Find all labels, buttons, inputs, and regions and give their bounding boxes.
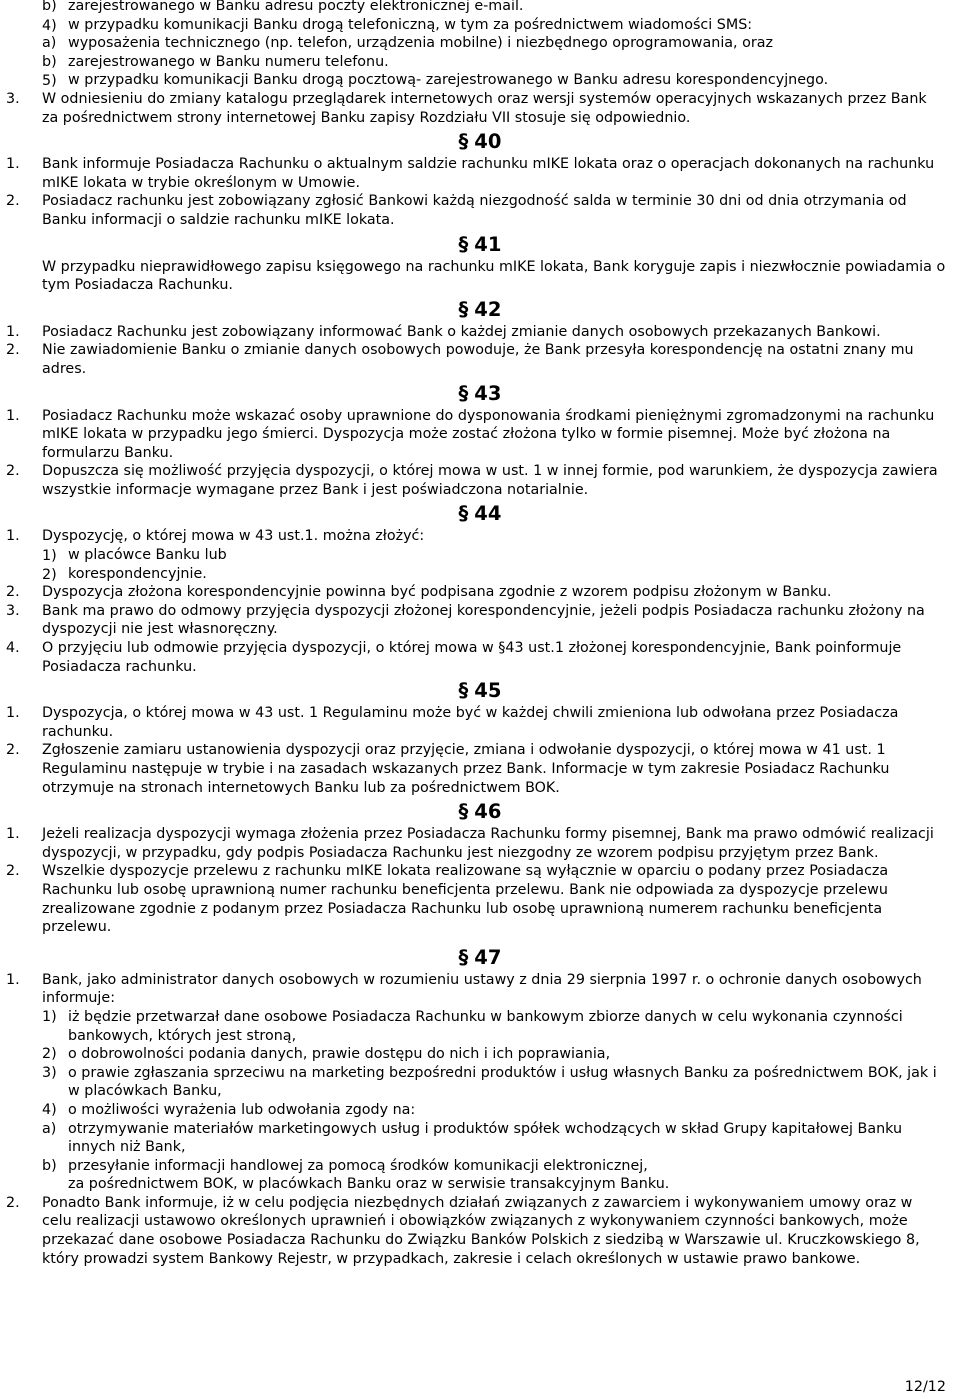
paragraph-44-1-1: 1) w placówce Banku lub xyxy=(42,547,227,565)
paragraph-text: w przypadku komunikacji Banku drogą pocztową- zarejestrowanego w Banku adresu korespondencyjnego. xyxy=(68,72,829,89)
section-heading-40: § 40 xyxy=(458,130,502,154)
paragraph-40-2: 2. Posiadacz rachunku jest zobowiązany zgłosić Bankowi każdą niezgodność salda w terminie 30 dni od dnia otrzymania od Banku informacji o saldzie rachunku mIKE lokata. xyxy=(6,193,907,228)
item-3: 3. W odniesieniu do zmiany katalogu przeglądarek internetowych oraz wersji systemów operacyjnych wskazanych przez Bank za pośrednictwem strony internetowej Banku zapisy Rozdziału VII stosuje się odpowiednio. xyxy=(6,90,927,126)
paragraph-text: w przypadku komunikacji Banku drogą telefoniczną, w tym za pośrednictwem wiadomości SMS: xyxy=(68,16,753,33)
paragraph-45-1: 1. Dyspozycja, o której mowa w 43 ust. 1 Regulaminu może być w każdej chwili zmieniona lub odwołana przez Posiadacza rachunku. xyxy=(6,705,899,740)
paragraph-47-1-3: 3) o prawie zgłaszania sprzeciwu na marketing bezpośredni produktów i usług własnych Banku za pośrednictwem BOK, jak i w placówkach Banku, xyxy=(42,1064,937,1100)
item-5: 5) w przypadku komunikacji Banku drogą pocztową- zarejestrowanego w Banku adresu korespondencyjnego. xyxy=(42,72,829,90)
paragraph-43-1: 1. Posiadacz Rachunku może wskazać osoby uprawnione do dysponowania środkami pieniężnymi zgromadzonymi na rachunku mIKE lokata w przypadku jego śmierci. Dyspozycja może zostać złożona tylko w formie pisemnej. Może być złożona na formularzu Banku. xyxy=(6,407,935,461)
item-4a: a) wyposażenia technicznego (np. telefon, urządzenia mobilne) i niezbędnego oprogramowania, oraz xyxy=(0,34,960,53)
section-heading-46: § 46 xyxy=(458,800,502,824)
sub-label: b) xyxy=(42,0,57,14)
paragraph-47-1-4b-cont: za pośrednictwem BOK, w placówkach Banku oraz w serwisie transakcyjnym Banku. xyxy=(68,1176,670,1193)
section-heading-43: § 43 xyxy=(458,381,502,405)
section-heading-41: § 41 xyxy=(458,232,502,256)
paragraph-44-4: 4. O przyjęciu lub odmowie przyjęcia dyspozycji, o której mowa w §43 ust.1 złożonej korespondencyjnie, Bank poinformuje Posiadacza rachunku. xyxy=(6,640,902,675)
paragraph-44-1-2: 2) korespondencyjnie. xyxy=(42,565,207,583)
section-heading-45: § 45 xyxy=(458,679,502,703)
paragraph-46-2: 2. Wszelkie dyspozycje przelewu z rachunku mIKE lokata realizowane są wyłącznie w oparciu o podany przez Posiadacza Rachunku lub osobę uprawnioną numer rachunku beneficjenta przelewu. Bank nie odpowiada za dyspozycje przelewu zrealizowane zgodnie z podanym przez Posiadacza Rachunku lub osobę uprawnioną numerem rachunku beneficjenta przelewu. xyxy=(6,863,889,936)
paragraph-text: zarejestrowanego w Banku numeru telefonu. xyxy=(68,53,389,70)
paragraph-42-1: 1. Posiadacz Rachunku jest zobowiązany informować Bank o każdej zmianie danych osobowych przekazanych Bankowi. xyxy=(6,323,881,340)
paragraph-41: W przypadku nieprawidłowego zapisu księgowego na rachunku mIKE lokata, Bank koryguje zapis i niezwłocznie powiadamia o tym Posiadacza Rachunku. xyxy=(42,258,946,294)
paragraph-text: W odniesieniu do zmiany katalogu przeglądarek internetowych oraz wersji systemów operacyjnych wskazanych przez Bank za pośrednictwem strony internetowej Banku zapisy Rozdziału VII stosuje się odpowiednio. xyxy=(42,90,927,126)
paragraph-42-2: 2. Nie zawiadomienie Banku o zmianie danych osobowych powoduje, że Bank przesyła korespondencję na ostatni znany mu adres. xyxy=(6,342,914,377)
item-4b: b) zarejestrowanego w Banku numeru telefonu. xyxy=(0,53,960,72)
paragraph-46-1: 1. Jeżeli realizacja dyspozycji wymaga złożenia przez Posiadacza Rachunku formy pisemnej, Bank ma prawo odmówić realizacji dyspozycji, w przypadku, gdy podpis Posiadacza Rachunku jest niezgodny ze wzorem podpisu przyjętym przez Bank. xyxy=(6,826,934,861)
paragraph-43-2: 2. Dopuszcza się możliwość przyjęcia dyspozycji, o której mowa w ust. 1 w innej formie, pod warunkiem, że dyspozycja zawiera wszystkie informacje wymagane przez Bank i jest poświadczona notarialnie. xyxy=(6,463,938,498)
paragraph-47-1-1: 1) iż będzie przetwarzał dane osobowe Posiadacza Rachunku w bankowym zbiorze danych w celu wykonania czynności bankowych, których jest stroną, xyxy=(42,1008,903,1044)
paragraph-47-1-4: 4) o możliwości wyrażenia lub odwołania zgody na: xyxy=(42,1101,416,1118)
paragraph-44-2: 2. Dyspozycja złożona korespondencyjnie powinna być podpisana zgodnie z wzorem podpisu złożonym w Banku. xyxy=(6,584,832,601)
paragraph-47-1-2: 2) o dobrowolności podania danych, prawie dostępu do nich i ich poprawiania, xyxy=(42,1046,611,1063)
paragraph-47-1-4b: b) przesyłanie informacji handlowej za pomocą środków komunikacji elektronicznej, xyxy=(42,1157,648,1174)
paragraph-text: zarejestrowanego w Banku adresu poczty elektronicznej e-mail. xyxy=(68,0,524,14)
item-4: 4) w przypadku komunikacji Banku drogą telefoniczną, w tym za pośrednictwem wiadomości SMS: xyxy=(42,16,753,34)
page-number: 12/12 xyxy=(904,1379,946,1395)
paragraph-45-2: 2. Zgłoszenie zamiaru ustanowienia dyspozycji oraz przyjęcie, zmiana i odwołanie dyspozycji, o której mowa w 41 ust. 1 Regulaminu następuje w trybie i na zasadach wskazanych przez Bank. Informacje w tym zakresie Posiadacz Rachunku otrzymuje na stronach internetowych Banku lub za pośrednictwem BOK. xyxy=(6,742,890,796)
paragraph-text: wyposażenia technicznego (np. telefon, urządzenia mobilne) i niezbędnego oprogramowania, oraz xyxy=(68,35,774,52)
paragraph-47-2: 2. Ponadto Bank informuje, iż w celu podjęcia niezbędnych działań związanych z zawarciem i wykonywaniem umowy oraz w celu realizacji ustawowo określonych uprawnień i obowiązków związanych z wykonywaniem czynności bankowych, może przekazać dane osobowe Posiadacza Rachunku do Związku Banków Polskich z siedzibą w Warszawie ul. Kruczkowskiego 8, który prowadzi system Bankowy Rejestr, w przypadkach, zakresie i celach określonych w ustawie prawo bankowe. xyxy=(6,1194,920,1267)
paragraph-44-3: 3. Bank ma prawo do odmowy przyjęcia dyspozycji złożonej korespondencyjnie, jeżeli podpis Posiadacza rachunku złożony na dyspozycji nie jest własnoręczny. xyxy=(6,602,925,638)
section-heading-44: § 44 xyxy=(458,502,502,526)
paragraph-40-1: 1. Bank informuje Posiadacza Rachunku o aktualnym saldzie rachunku mIKE lokata oraz o operacjach dokonanych na rachunku mIKE lokata w trybie określonym w Umowie. xyxy=(6,156,935,191)
paragraph-47-1-4a: a) otrzymywanie materiałów marketingowych usług i produktów spółek wchodzących w skład Grupy kapitałowej Banku innych niż Bank, xyxy=(42,1120,903,1156)
paragraph-44-1: 1. Dyspozycję, o której mowa w 43 ust.1. można złożyć: xyxy=(6,528,425,545)
item-4b-mail xyxy=(0,0,960,16)
paragraph-47-1: 1. Bank, jako administrator danych osobowych w rozumieniu ustawy z dnia 29 sierpnia 1997 r. o ochronie danych osobowych informuje: xyxy=(6,971,922,1007)
section-heading-47: § 47 xyxy=(458,945,502,969)
section-heading-42: § 42 xyxy=(458,297,502,321)
